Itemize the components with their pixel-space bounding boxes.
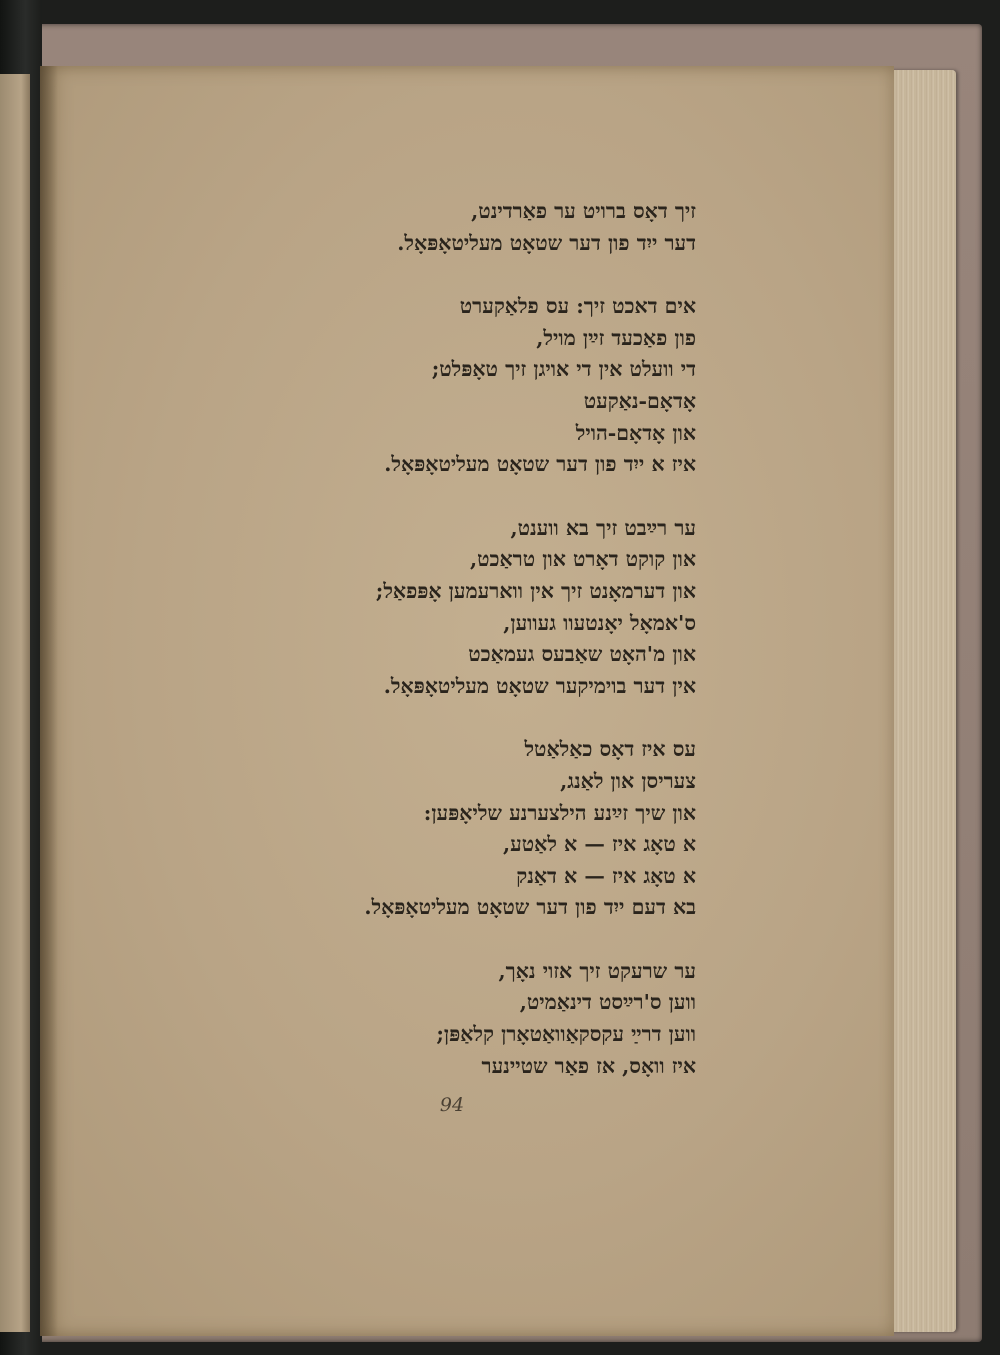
poem-line: איז א ייִד פון דער שטאָט מעליטאָפּאָל.	[384, 452, 696, 477]
poem-line: ווען ס'רײַסט דינאַמיט,	[519, 990, 696, 1015]
poem-line: אין דער בוימיקער שטאָט מעליטאָפּאָל.	[383, 673, 696, 698]
poem-line: צעריסן און לאַנג,	[560, 768, 696, 793]
poem-line: א טאָג איז — א דאַנק	[516, 863, 696, 888]
poem-line: א טאָג איז — א לאַטע,	[503, 832, 696, 857]
poem-line: בא דעם ייִד פון דער שטאָט מעליטאָפּאָל.	[364, 895, 696, 920]
page-gutter-shadow	[40, 66, 58, 1336]
poem-line: אָדאָם-נאַקעט	[583, 388, 696, 413]
stanza	[250, 734, 696, 924]
poem-line: און שיך זײַנע הילצערנע שליאָפּען:	[423, 800, 696, 825]
poem-line: און אָדאָם-הויל	[575, 420, 696, 445]
poem-line: ער שרעקט זיך אזוי נאָך,	[498, 958, 696, 983]
poem-line: זיך דאָס ברויט ער פאַרדינט,	[471, 199, 696, 223]
poem-line: און מ'האָט שאַבעס געמאַכט	[468, 642, 696, 667]
stanza	[250, 196, 696, 259]
left-page-edge	[0, 74, 30, 1332]
poem-line: עס איז דאָס כאַלאַטל	[524, 737, 696, 762]
poem-line: דער ייִד פון דער שטאָט מעליטאָפּאָל.	[397, 230, 696, 255]
poem-line: אים דאכט זיך: עס פלאַקערט	[459, 294, 696, 319]
poem-line: ווען דרײַ עקסקאַוואַטאָרן קלאַפּן;	[436, 1022, 696, 1047]
poem-line: ס'אמאָל יאָנטעוו געווען,	[503, 610, 696, 635]
poem-text	[250, 196, 696, 1114]
stanza	[250, 956, 696, 1082]
stanza	[250, 513, 696, 703]
poem-line: ער רײַבט זיך בא ווענט,	[510, 515, 696, 540]
poem-line: און דערמאָנט זיך אין ווארעמען אָפּפאַל;	[375, 578, 696, 603]
page-number: 94	[439, 1094, 465, 1116]
poem-line: איז וואָס, אז פאַר שטיינער	[481, 1053, 696, 1078]
stanza	[250, 291, 696, 481]
poem-line: די וועלט אין די אויגן זיך טאָפּלט;	[431, 357, 696, 382]
poem-line: פון פאַכעד זײַן מויל,	[536, 325, 696, 350]
poem-line: און קוקט דאָרט און טראַכט,	[469, 547, 696, 572]
